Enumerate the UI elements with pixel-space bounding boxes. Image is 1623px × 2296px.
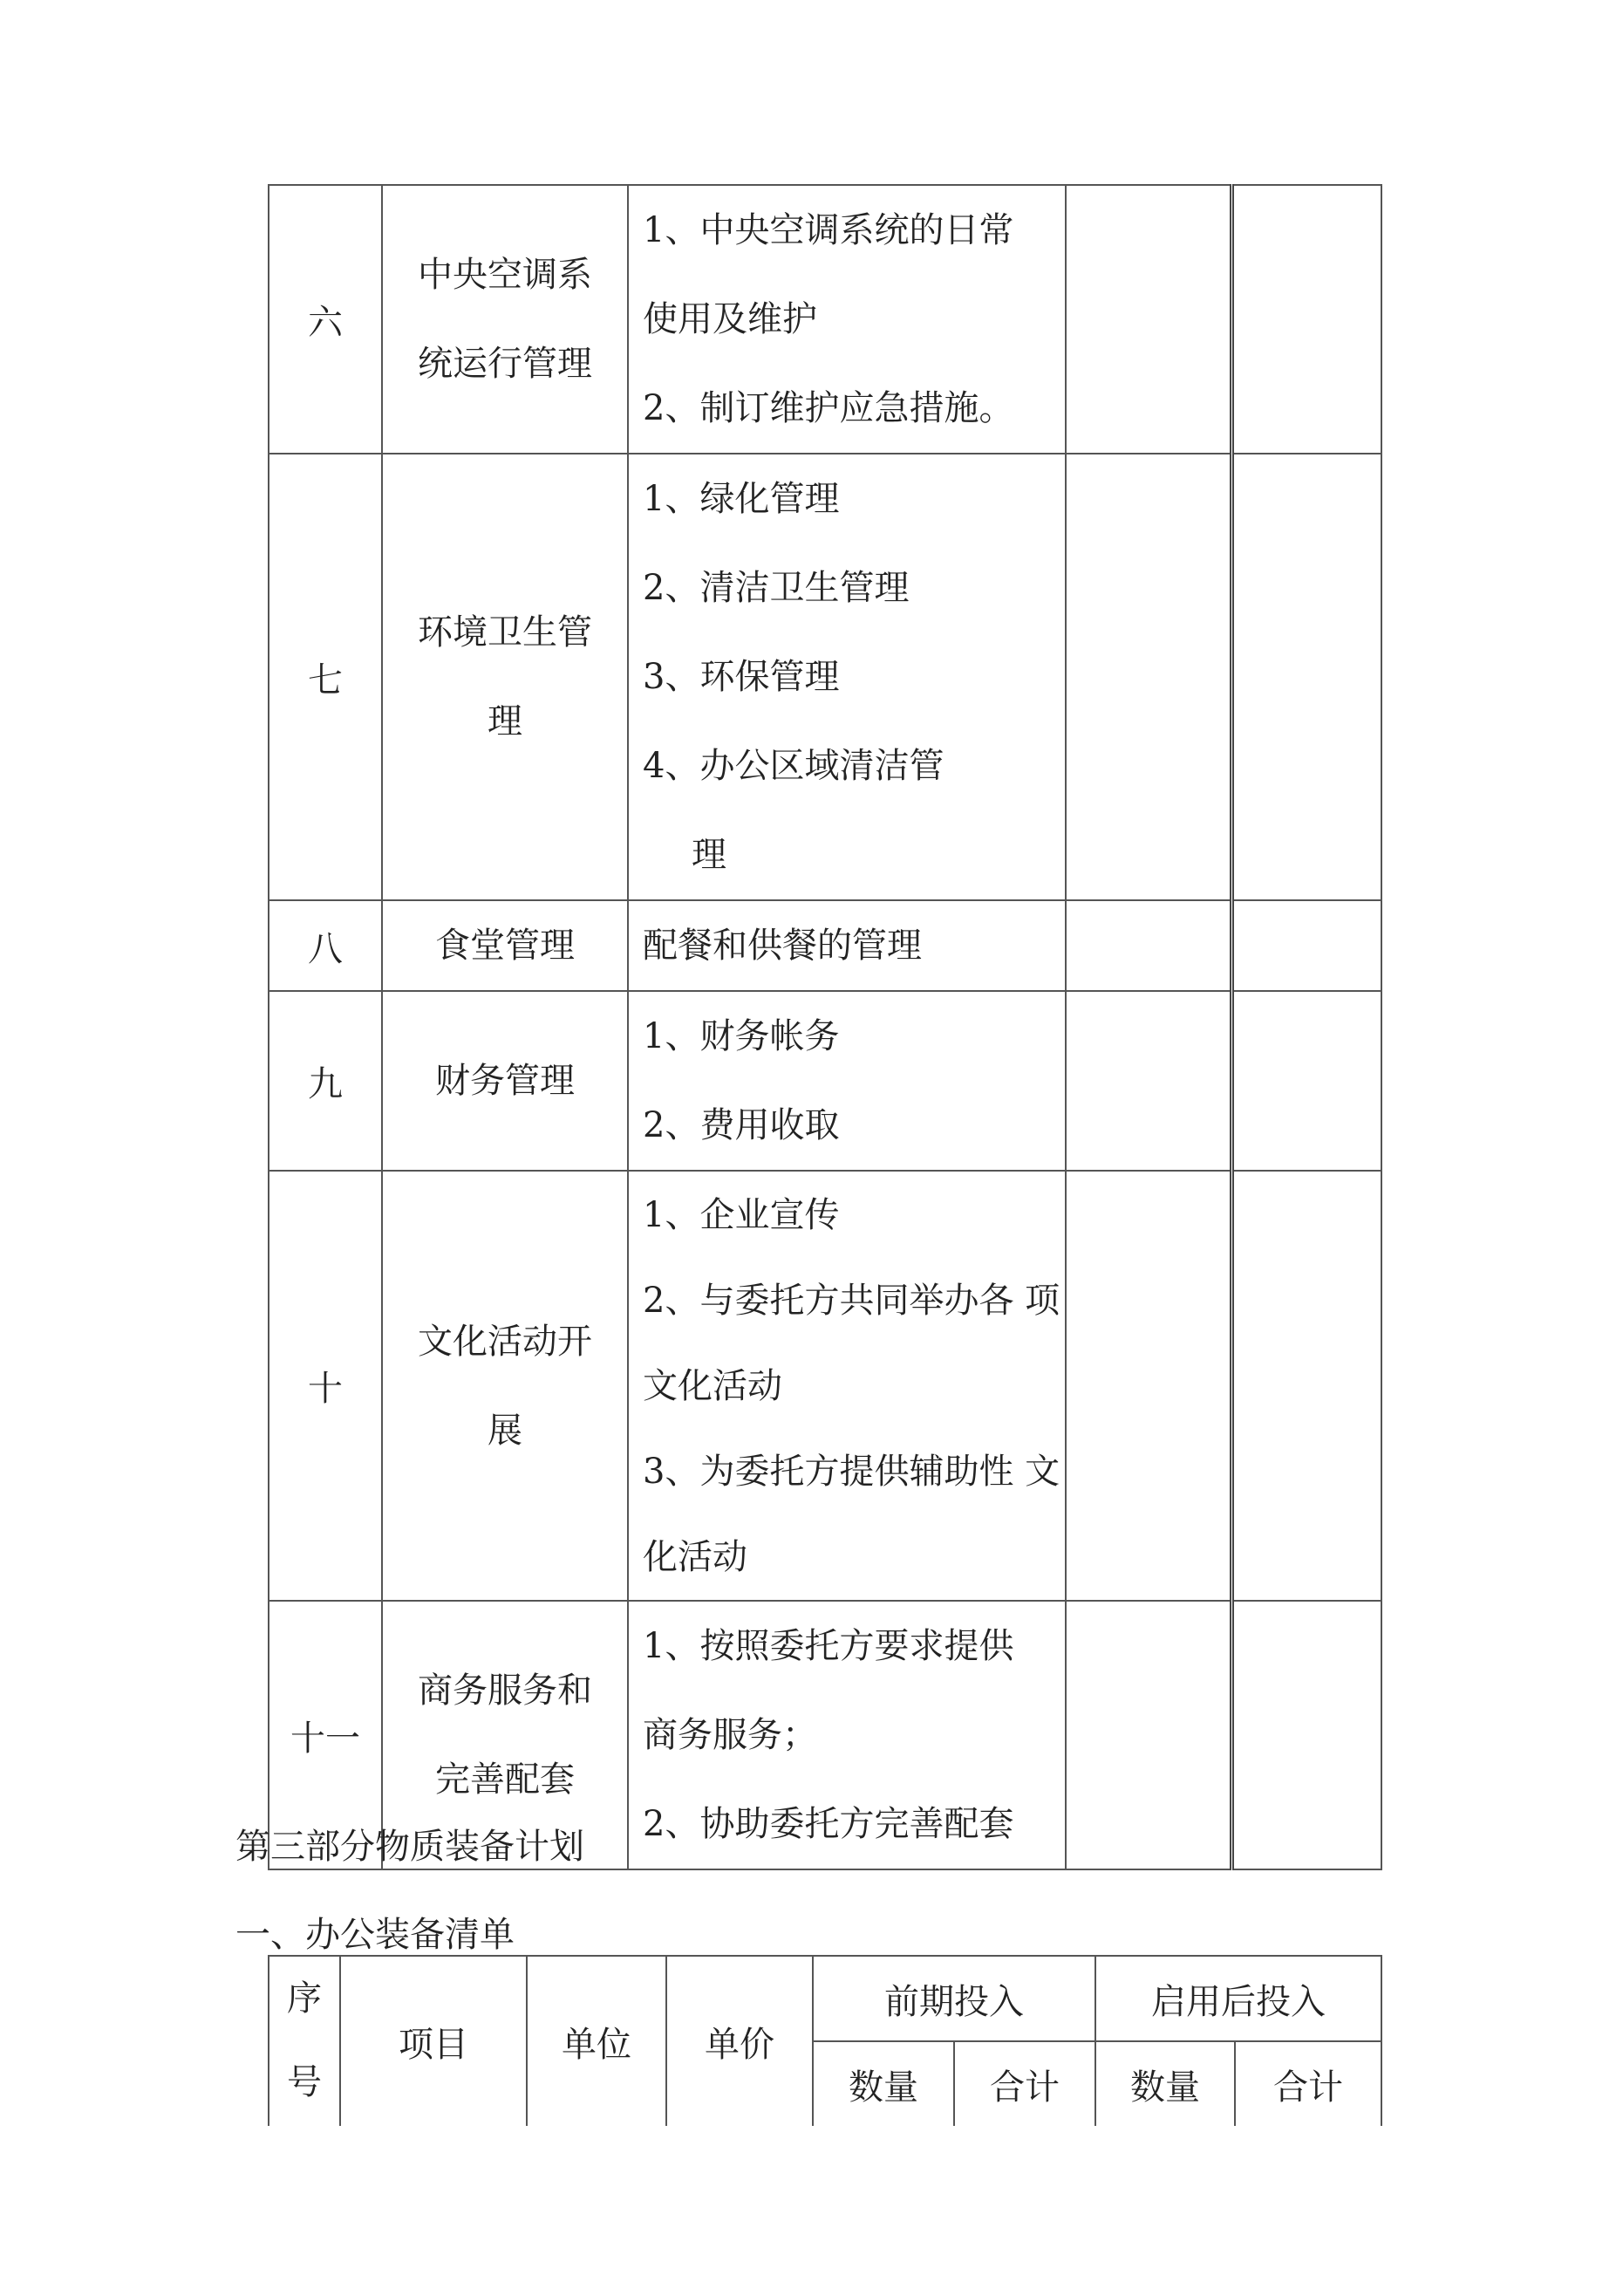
row-number: 八	[269, 900, 382, 991]
desc-line: 2、与委托方共同举办各 项	[643, 1280, 1060, 1321]
header-seq	[269, 1956, 340, 2126]
item-line: 环境卫生管	[418, 612, 592, 653]
service-description	[628, 900, 1066, 991]
header-total: 合计	[1235, 2041, 1381, 2126]
table-row	[269, 900, 1381, 991]
table-row	[269, 185, 1381, 454]
services-table	[268, 184, 1382, 1870]
header-total: 合计	[954, 2041, 1095, 2126]
empty-cell	[1231, 185, 1381, 454]
row-number: 十	[269, 1171, 382, 1601]
desc-line: 商务服务；	[643, 1715, 817, 1755]
item-line: 理	[488, 701, 522, 741]
desc-line: 化活动	[643, 1536, 747, 1577]
desc-line: 2、清洁卫生管理	[643, 568, 910, 608]
empty-cell	[1231, 1171, 1381, 1601]
header-qty: 数量	[1095, 2041, 1235, 2126]
service-item	[382, 185, 628, 454]
empty-cell	[1231, 900, 1381, 991]
empty-cell	[1066, 1171, 1231, 1601]
desc-line: 1、按照委托方要求提供	[643, 1626, 1014, 1666]
header-item: 项目	[340, 1956, 527, 2126]
item-line: 财务管理	[435, 1061, 575, 1101]
empty-cell	[1066, 900, 1231, 991]
desc-line: 1、中央空调系统的日常	[643, 210, 1014, 250]
empty-cell	[1231, 1601, 1381, 1869]
service-description	[628, 1171, 1066, 1601]
item-line: 中央空调系	[418, 255, 592, 295]
empty-cell	[1231, 991, 1381, 1171]
item-line: 统运行管理	[418, 344, 592, 384]
table-row	[269, 991, 1381, 1171]
service-description	[628, 1601, 1066, 1869]
service-item	[382, 900, 628, 991]
desc-line: 3、环保管理	[643, 657, 840, 697]
empty-cell	[1066, 185, 1231, 454]
header-unit: 单位	[527, 1956, 666, 2126]
header-early-investment: 前期投入	[813, 1956, 1095, 2041]
desc-line: 4、办公区域清洁管	[643, 746, 944, 786]
service-description	[628, 991, 1066, 1171]
item-line: 完善配套	[435, 1760, 575, 1800]
row-number: 十一	[269, 1601, 382, 1869]
header-qty: 数量	[813, 2041, 954, 2126]
header-after-investment: 启用后投入	[1095, 1956, 1381, 2041]
service-item	[382, 454, 628, 900]
header-seq-line: 序	[287, 1978, 322, 2019]
item-line: 食堂管理	[435, 926, 575, 966]
equipment-table	[268, 1955, 1382, 2126]
section-heading: 第三部分物质装备计划	[235, 1827, 584, 1867]
service-item	[382, 991, 628, 1171]
desc-line: 1、财务帐务	[643, 1016, 840, 1056]
subsection-heading: 一、办公装备清单	[235, 1915, 515, 1955]
service-description	[628, 454, 1066, 900]
empty-cell	[1066, 454, 1231, 900]
row-number: 七	[269, 454, 382, 900]
item-line: 文化活动开	[418, 1321, 592, 1362]
item-line: 展	[488, 1410, 522, 1451]
desc-line: 使用及维护	[643, 299, 817, 339]
desc-line: 理	[692, 835, 726, 875]
empty-cell	[1066, 991, 1231, 1171]
service-description	[628, 185, 1066, 454]
desc-line: 配餐和供餐的管理	[643, 926, 922, 966]
desc-line: 2、费用收取	[643, 1105, 840, 1145]
table-row	[269, 454, 1381, 900]
desc-line: 1、绿化管理	[643, 479, 840, 519]
empty-cell	[1231, 454, 1381, 900]
desc-line: 2、协助委托方完善配套	[643, 1804, 1014, 1844]
desc-line: 文化活动	[643, 1365, 782, 1406]
item-line: 商务服务和	[418, 1671, 592, 1711]
row-number: 九	[269, 991, 382, 1171]
header-price: 单价	[666, 1956, 813, 2126]
table-header-row	[269, 1956, 1381, 2041]
row-number: 六	[269, 185, 382, 454]
service-item	[382, 1171, 628, 1601]
header-seq-line: 号	[287, 2062, 322, 2102]
desc-line: 2、制订维护应急措施。	[643, 388, 1014, 428]
desc-line: 1、企业宣传	[643, 1194, 840, 1235]
desc-line: 3、为委托方提供辅助性 文	[643, 1451, 1060, 1492]
table-row	[269, 1171, 1381, 1601]
empty-cell	[1066, 1601, 1231, 1869]
